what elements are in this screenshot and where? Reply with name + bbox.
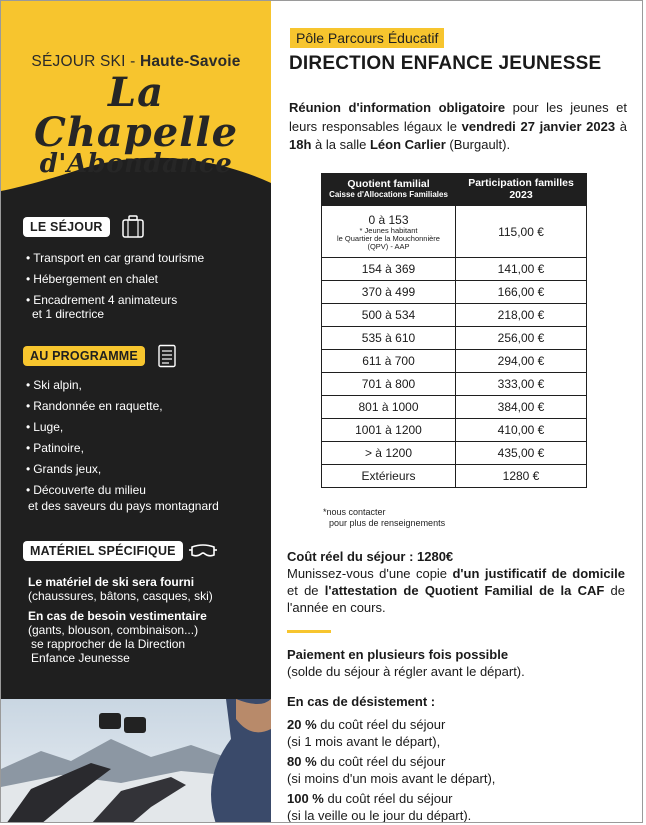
- cost-block: [287, 548, 625, 616]
- table-row: 801 à 1000 384,00 €: [322, 396, 587, 419]
- pole-tag: Pôle Parcours Éducatif: [290, 28, 444, 48]
- materiel-vestimentaire: En cas de besoin vestimentaire: [28, 609, 207, 623]
- tarif-table: [321, 173, 587, 488]
- cost-title: Coût réel du séjour : 1280€: [287, 549, 454, 564]
- table-row: 370 à 499 166,00 €: [322, 281, 587, 304]
- programme-item: • Découverte du milieu: [26, 483, 163, 497]
- table-cell-price: 115,00 €: [456, 206, 587, 258]
- hero-title-line1: La Chapelle: [33, 69, 239, 156]
- hero-title-line2: d'Abondance: [39, 149, 233, 179]
- table-header-quotient: Quotient familial Caisse d'Allocations Familiales: [322, 174, 456, 206]
- programme-item: • Grands jeux,: [26, 462, 163, 476]
- direction-title: DIRECTION ENFANCE JEUNESSE: [289, 53, 602, 74]
- desistement-item: 80 % du coût réel du séjour (si moins d'un mois avant le départ),: [287, 754, 496, 786]
- table-row: Extérieurs 1280 €: [322, 465, 587, 488]
- ski-goggles-icon: [189, 542, 217, 560]
- ski-photo: [1, 699, 271, 823]
- payment-detail: (solde du séjour à régler avant le départ).: [287, 664, 525, 679]
- sejour-heading: LE SÉJOUR: [23, 217, 110, 237]
- programme-item: • Patinoire,: [26, 441, 163, 455]
- materiel-contact: se rapprocher de la Direction: [31, 637, 186, 651]
- payment-block: [287, 646, 625, 680]
- desistement-title: En cas de désistement :: [287, 694, 436, 709]
- intro-paragraph: Réunion d'information obligatoire pour les jeunes et leurs responsables légaux le vendredi 27 janvier 2023 à 18h à la salle Léon Carlier (Burgault).: [289, 100, 627, 152]
- programme-item: • Randonnée en raquette,: [26, 399, 163, 413]
- materiel-contact-cont: Enfance Jeunesse: [31, 651, 130, 665]
- programme-list: [26, 378, 163, 497]
- table-header-participation: Participation familles 2023: [456, 174, 587, 206]
- desistement-item: 100 % du coût réel du séjour (si la veille ou le jour du départ).: [287, 791, 472, 823]
- table-row: [322, 206, 587, 258]
- programme-heading: AU PROGRAMME: [23, 346, 145, 366]
- table-row: 611 à 700 294,00 €: [322, 350, 587, 373]
- desistement-item: 20 % du coût réel du séjour (si 1 mois avant le départ),: [287, 717, 446, 749]
- table-row: 535 à 610 256,00 €: [322, 327, 587, 350]
- table-row: 701 à 800 333,00 €: [322, 373, 587, 396]
- table-footnote: *nous contacter pour plus de renseignements: [323, 507, 446, 528]
- table-row: 1001 à 1200 410,00 €: [322, 419, 587, 442]
- materiel-vestimentaire-detail: (gants, blouson, combinaison...): [28, 623, 199, 637]
- programme-item: • Luge,: [26, 420, 163, 434]
- cost-paragraph: Munissez-vous d'une copie d'un justificatif de domicile et de l'attestation de Quotient Familial de la CAF de l'année en cours.: [287, 566, 625, 615]
- sejour-item-encadrement-cont: et 1 directrice: [32, 307, 105, 321]
- table-row: 154 à 369 141,00 €: [322, 258, 587, 281]
- sejour-list: [26, 251, 204, 307]
- materiel-fourni-detail: (chaussures, bâtons, casques, ski): [28, 589, 213, 603]
- document-list-icon: [157, 344, 177, 368]
- table-row: 500 à 534 218,00 €: [322, 304, 587, 327]
- materiel-text: [28, 575, 250, 665]
- hero-title-block: [1, 53, 271, 177]
- suitcase-icon: [120, 213, 146, 239]
- programme-item-cont: et des saveurs du pays montagnard: [28, 499, 219, 513]
- sejour-item-encadrement: • Encadrement 4 animateurs: [26, 293, 204, 307]
- table-cell-range: 0 à 153 * Jeunes habitant le Quartier de la Mouchonnière (QPV) - AAP: [322, 206, 456, 258]
- payment-title: Paiement en plusieurs fois possible: [287, 647, 509, 662]
- table-row: > à 1200 435,00 €: [322, 442, 587, 465]
- right-column: [271, 1, 643, 823]
- sejour-item-hebergement: • Hébergement en chalet: [26, 272, 204, 286]
- sejour-item-transport: • Transport en car grand tourisme: [26, 251, 204, 265]
- yellow-divider: [287, 630, 331, 633]
- programme-item: • Ski alpin,: [26, 378, 163, 392]
- left-column: [1, 1, 271, 823]
- desistement-block: [287, 693, 625, 823]
- materiel-heading: MATÉRIEL SPÉCIFIQUE: [23, 541, 183, 561]
- hero-subtitle: SÉJOUR SKI - Haute-Savoie: [31, 53, 241, 70]
- materiel-fourni: Le matériel de ski sera fourni: [28, 575, 195, 589]
